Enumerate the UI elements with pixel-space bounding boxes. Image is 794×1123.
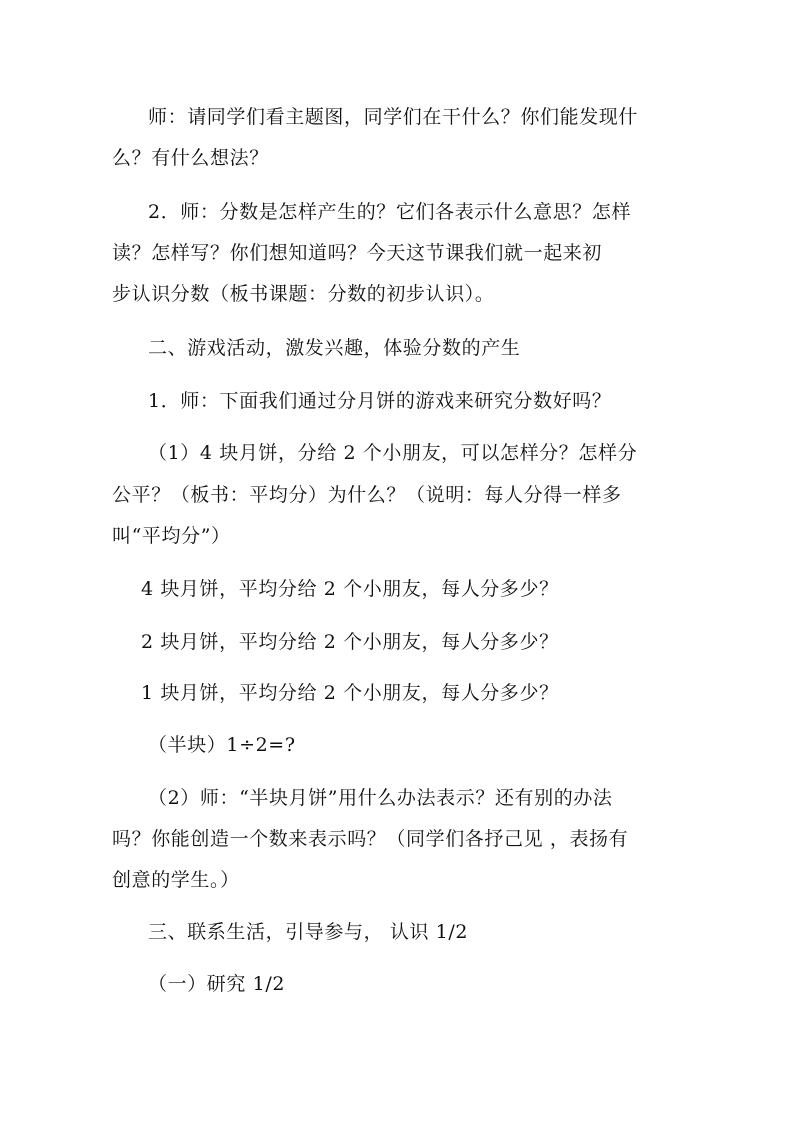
paragraph-line: 步认识分数（板书课题：分数的初步认识）。 (112, 283, 495, 305)
section-heading: 三、联系生活，引导参与， 认识 1/2 (148, 921, 469, 943)
subsection-heading: （一）研究 1/2 (148, 973, 286, 995)
paragraph-line: （半块）1÷2=? (148, 734, 296, 756)
paragraph-line: 创意的学生。） (112, 869, 240, 891)
paragraph-line: 公平？（板书：平均分）为什么？（说明：每人分得一样多 (112, 484, 622, 506)
paragraph-line: 1．师：下面我们通过分月饼的游戏来研究分数好吗？ (148, 390, 612, 412)
paragraph-line: 么？有什么想法？ (112, 147, 269, 169)
paragraph-line: （1）4 块月饼，分给 2 个小朋友，可以怎样分？怎样分 (148, 442, 638, 464)
paragraph-line: 读？怎样写？你们想知道吗？今天这节课我们就一起来初 (112, 242, 603, 264)
paragraph-line: 4 块月饼，平均分给 2 个小朋友，每人分多少？ (141, 578, 559, 600)
paragraph-line: 叫“平均分”） (112, 525, 231, 547)
section-heading: 二、游戏活动，激发兴趣，体验分数的产生 (148, 337, 521, 359)
paragraph-line: （2）师：“半块月饼”用什么办法表示？还有别的办法 (148, 787, 613, 809)
paragraph-line: 2．师：分数是怎样产生的？它们各表示什么意思？怎样 (148, 201, 632, 223)
paragraph-line: 吗？你能创造一个数来表示吗？（同学们各抒己见 ，表扬有 (112, 828, 629, 850)
paragraph-line: 师：请同学们看主题图，同学们在干什么？你们能发现什 (148, 106, 639, 128)
paragraph-line: 2 块月饼，平均分给 2 个小朋友，每人分多少？ (141, 631, 559, 653)
paragraph-line: 1 块月饼，平均分给 2 个小朋友，每人分多少？ (141, 682, 559, 704)
